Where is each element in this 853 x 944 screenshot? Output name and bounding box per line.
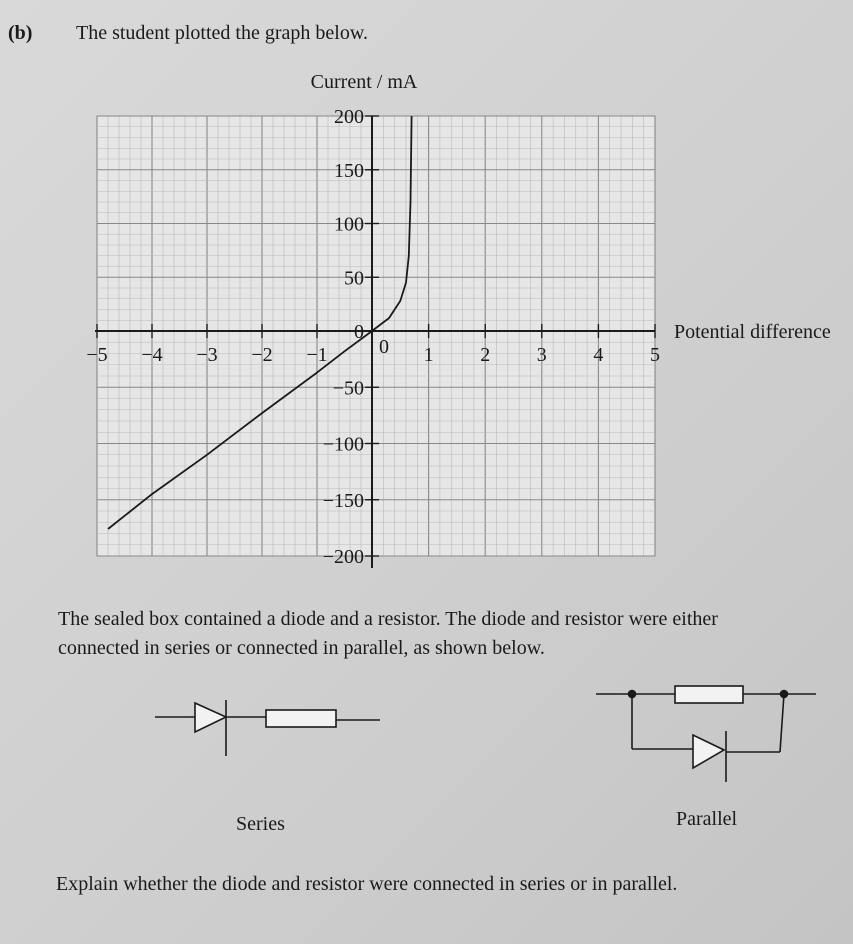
x-axis-title: Potential difference — [674, 321, 831, 343]
x-tick-label: 1 — [423, 344, 434, 366]
plot-area — [97, 116, 655, 556]
chart-grid — [97, 116, 655, 556]
y-tick-label: 50 — [344, 267, 364, 290]
question-text: The student plotted the graph below. — [76, 22, 368, 44]
series-label: Series — [236, 813, 285, 835]
question-prompt: Explain whether the diode and resistor were connected in series or in parallel. — [56, 873, 678, 895]
series-diode-icon — [195, 703, 226, 732]
y-tick-label: −100 — [322, 433, 364, 456]
y-tick-label: 0 — [354, 321, 364, 343]
y-tick-label: 100 — [334, 213, 364, 236]
x-tick-label: −5 — [86, 344, 108, 366]
x-tick-label: 3 — [536, 344, 547, 366]
body-text-line-1: The sealed box contained a diode and a resistor. The diode and resistor were either — [58, 608, 718, 630]
x-tick-label: −1 — [306, 344, 328, 366]
parallel-label: Parallel — [676, 808, 738, 830]
series-circuit — [155, 700, 380, 756]
parallel-circuit — [596, 686, 816, 782]
parallel-diode-icon — [693, 735, 724, 768]
body-text-line-2: connected in series or connected in parallel, as shown below. — [58, 637, 545, 659]
y-tick-label: −200 — [322, 546, 364, 568]
y-tick-label: −50 — [332, 377, 364, 400]
y-tick-label: 150 — [334, 159, 364, 182]
series-resistor-icon — [266, 710, 336, 727]
x-tick-label: 4 — [593, 344, 604, 366]
x-tick-label-origin: 0 — [379, 336, 389, 358]
junction-right — [781, 691, 788, 698]
y-tick-label: 200 — [334, 106, 364, 128]
x-tick-label: −2 — [251, 344, 273, 366]
y-tick-label: −150 — [322, 489, 364, 512]
x-tick-label: −4 — [141, 344, 163, 366]
junction-left — [629, 691, 636, 698]
parallel-resistor-icon — [675, 686, 743, 703]
question-number: (b) — [8, 22, 33, 44]
x-tick-label: −3 — [196, 344, 218, 366]
x-tick-label: 2 — [480, 344, 491, 366]
parallel-wire-right-drop — [780, 694, 784, 752]
x-tick-label: 5 — [650, 344, 660, 366]
y-axis-title: Current / mA — [310, 71, 418, 93]
